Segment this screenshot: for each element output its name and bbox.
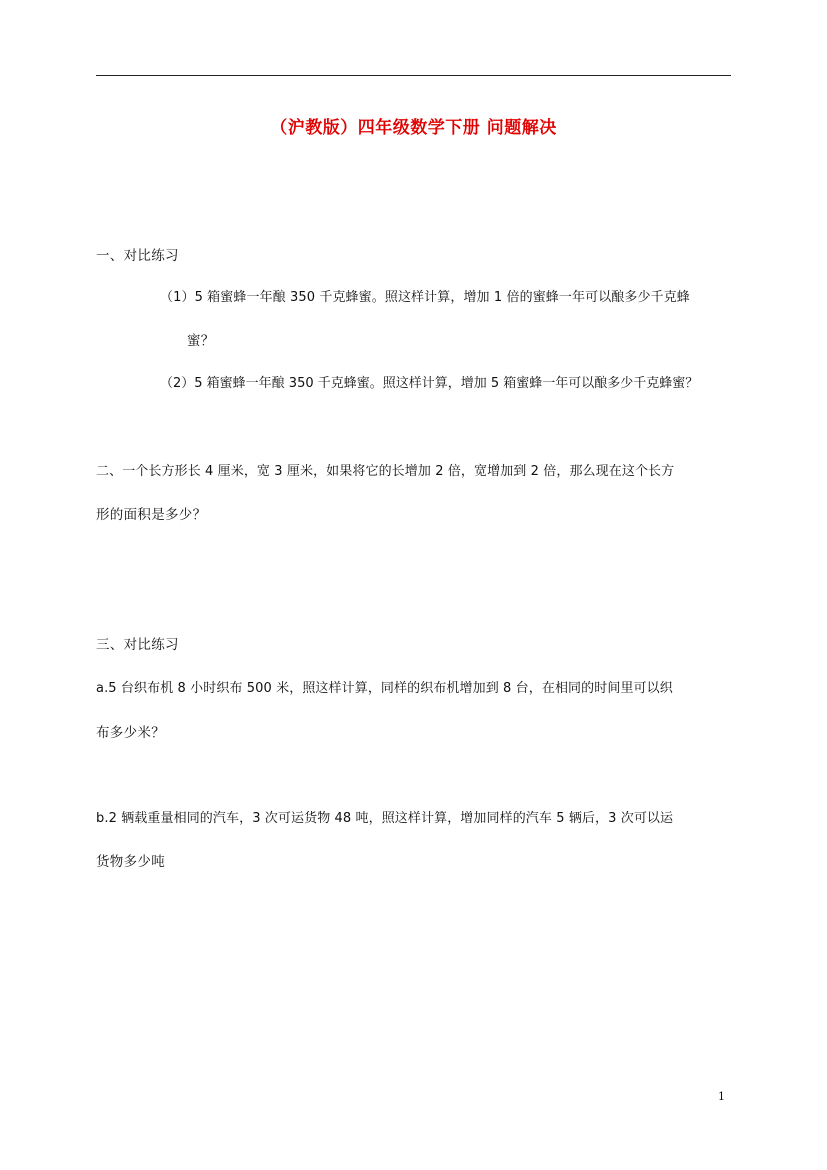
- section3-qa-line2: 布多少米？: [96, 725, 165, 741]
- section3-qa-line1: a.5 台织布机 8 小时织布 500 米，照这样计算，同样的织布机增加到 8 台，在相同的时间里可以织: [96, 681, 673, 696]
- section1-q1-line1: （1）5 箱蜜蜂一年酿 350 千克蜂蜜。照这样计算，增加 1 倍的蜜蜂一年可以酿多少千克蜂: [160, 290, 690, 305]
- page-number: 1: [718, 1090, 725, 1103]
- section3-heading: 三、对比练习: [96, 637, 179, 653]
- section1-heading: 一、对比练习: [96, 248, 179, 264]
- section1-q2: （2）5 箱蜜蜂一年酿 350 千克蜂蜜。照这样计算，增加 5 箱蜜蜂一年可以酿多少千克蜂蜜？: [160, 376, 699, 391]
- section2-line1: 二、一个长方形长 4 厘米，宽 3 厘米，如果将它的长增加 2 倍，宽增加到 2 倍，那么现在这个长方: [96, 464, 675, 479]
- section3-qb-line2: 货物多少吨: [96, 854, 165, 870]
- section1-q1-line2: 蜜？: [187, 333, 215, 349]
- section2-line2: 形的面积是多少？: [96, 507, 207, 523]
- header-rule: [96, 75, 731, 76]
- document-title: （沪教版）四年级数学下册 问题解决: [270, 118, 557, 138]
- section3-qb-line1: b.2 辆载重量相同的汽车，3 次可运货物 48 吨，照这样计算，增加同样的汽车 5 辆后，3 次可以运: [96, 811, 674, 826]
